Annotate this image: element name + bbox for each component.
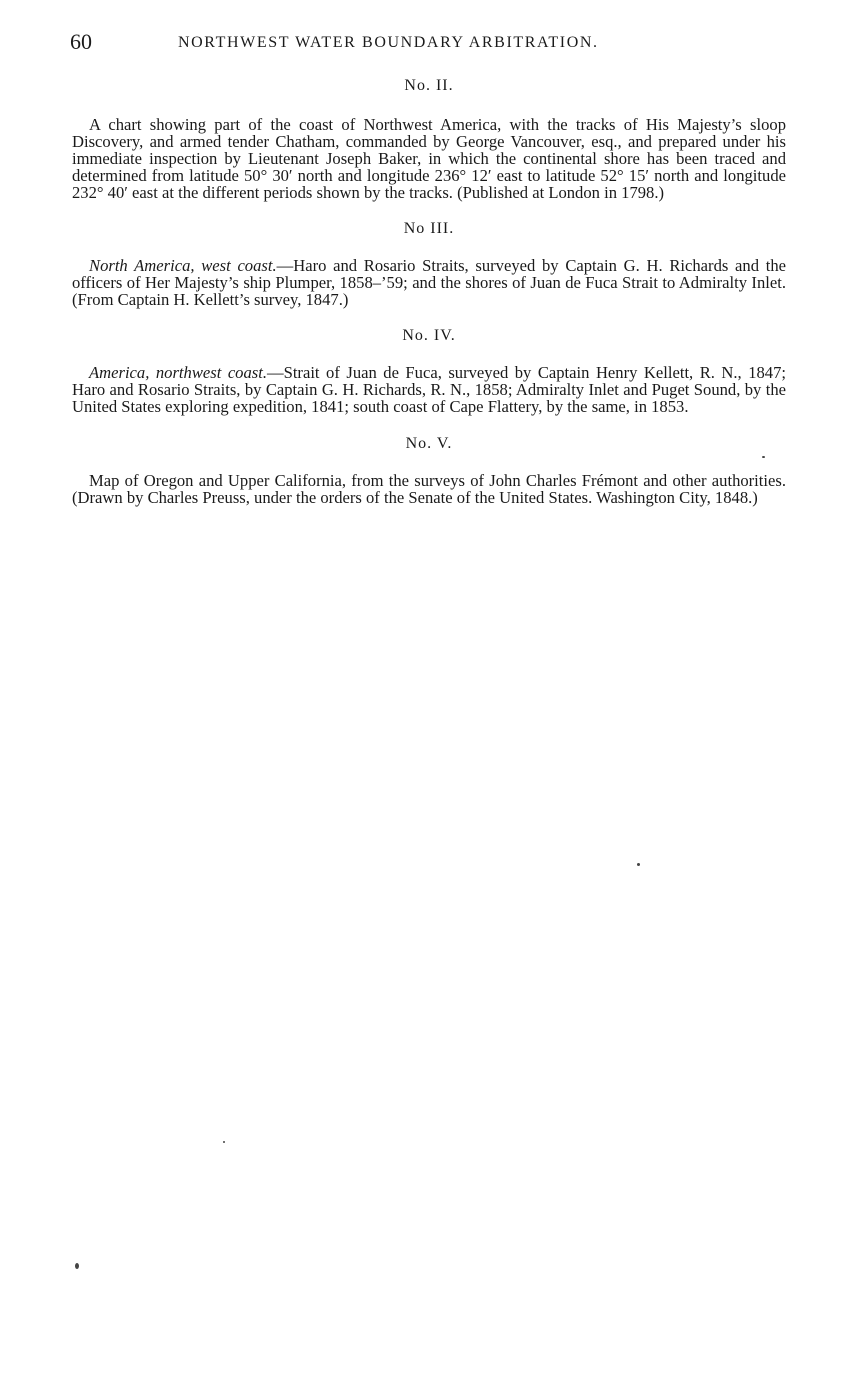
- document-page: [72, 28, 786, 506]
- entry-no-iii: [72, 257, 786, 308]
- section-heading-no-iii: No III.: [403, 220, 455, 237]
- running-title: NORTHWEST WATER BOUNDARY ARBITRATION.: [178, 34, 599, 51]
- entry-text: —Haro and Rosario Straits, surveyed by Captain G. H. Richards and the officers of Her Majesty’s ship Plumper, 1858–’59; and the shores of Juan de Fuca Strait to Admiralty Inlet. (From Captain H. Kellett’s survey, 1847.): [72, 256, 786, 309]
- scan-speck: [75, 1263, 79, 1269]
- entry-lead: North America, west coast.: [89, 256, 277, 275]
- entry-no-iv: [72, 364, 786, 415]
- entry-no-v: [72, 472, 786, 506]
- section-heading-no-v: No. V.: [405, 435, 453, 452]
- entry-lead: America, northwest coast.: [89, 363, 267, 382]
- scan-speck: [223, 1141, 225, 1143]
- entry-text: —Strait of Juan de Fuca, surveyed by Captain Henry Kellett, R. N., 1847; Haro and Rosario Straits, by Captain G. H. Richards, R. N., 1858; Admiralty Inlet and Puget Sound, by the United States exploring expedition, 1841; south coast of Cape Flattery, by the same, in 1853.: [72, 363, 786, 416]
- section-heading-no-ii: No. II.: [404, 77, 454, 94]
- page-number: 60: [70, 29, 92, 54]
- entry-text: A chart showing part of the coast of Northwest America, with the tracks of His Majesty’s sloop Discovery, and armed tender Chatham, commanded by George Vancouver, esq., and prepared under his immediate inspection by Lieutenant Joseph Baker, in which the continental shore has been traced and determined from latitude 50° 30′ north and longitude 236° 12′ east to latitude 52° 15′ north and longitude 232° 40′ east at the different periods shown by the tracks. (Published at London in 1798.): [72, 115, 786, 202]
- section-heading-no-iv: No. IV.: [402, 327, 456, 344]
- scan-speck: [637, 863, 640, 866]
- running-head: [72, 28, 786, 56]
- entry-text: Map of Oregon and Upper California, from the surveys of John Charles Frémont and other authorities. (Drawn by Charles Preuss, under the orders of the Senate of the United States. Washington City, 1848.): [72, 471, 786, 507]
- entry-no-ii: [72, 116, 786, 201]
- scan-speck: [762, 456, 765, 458]
